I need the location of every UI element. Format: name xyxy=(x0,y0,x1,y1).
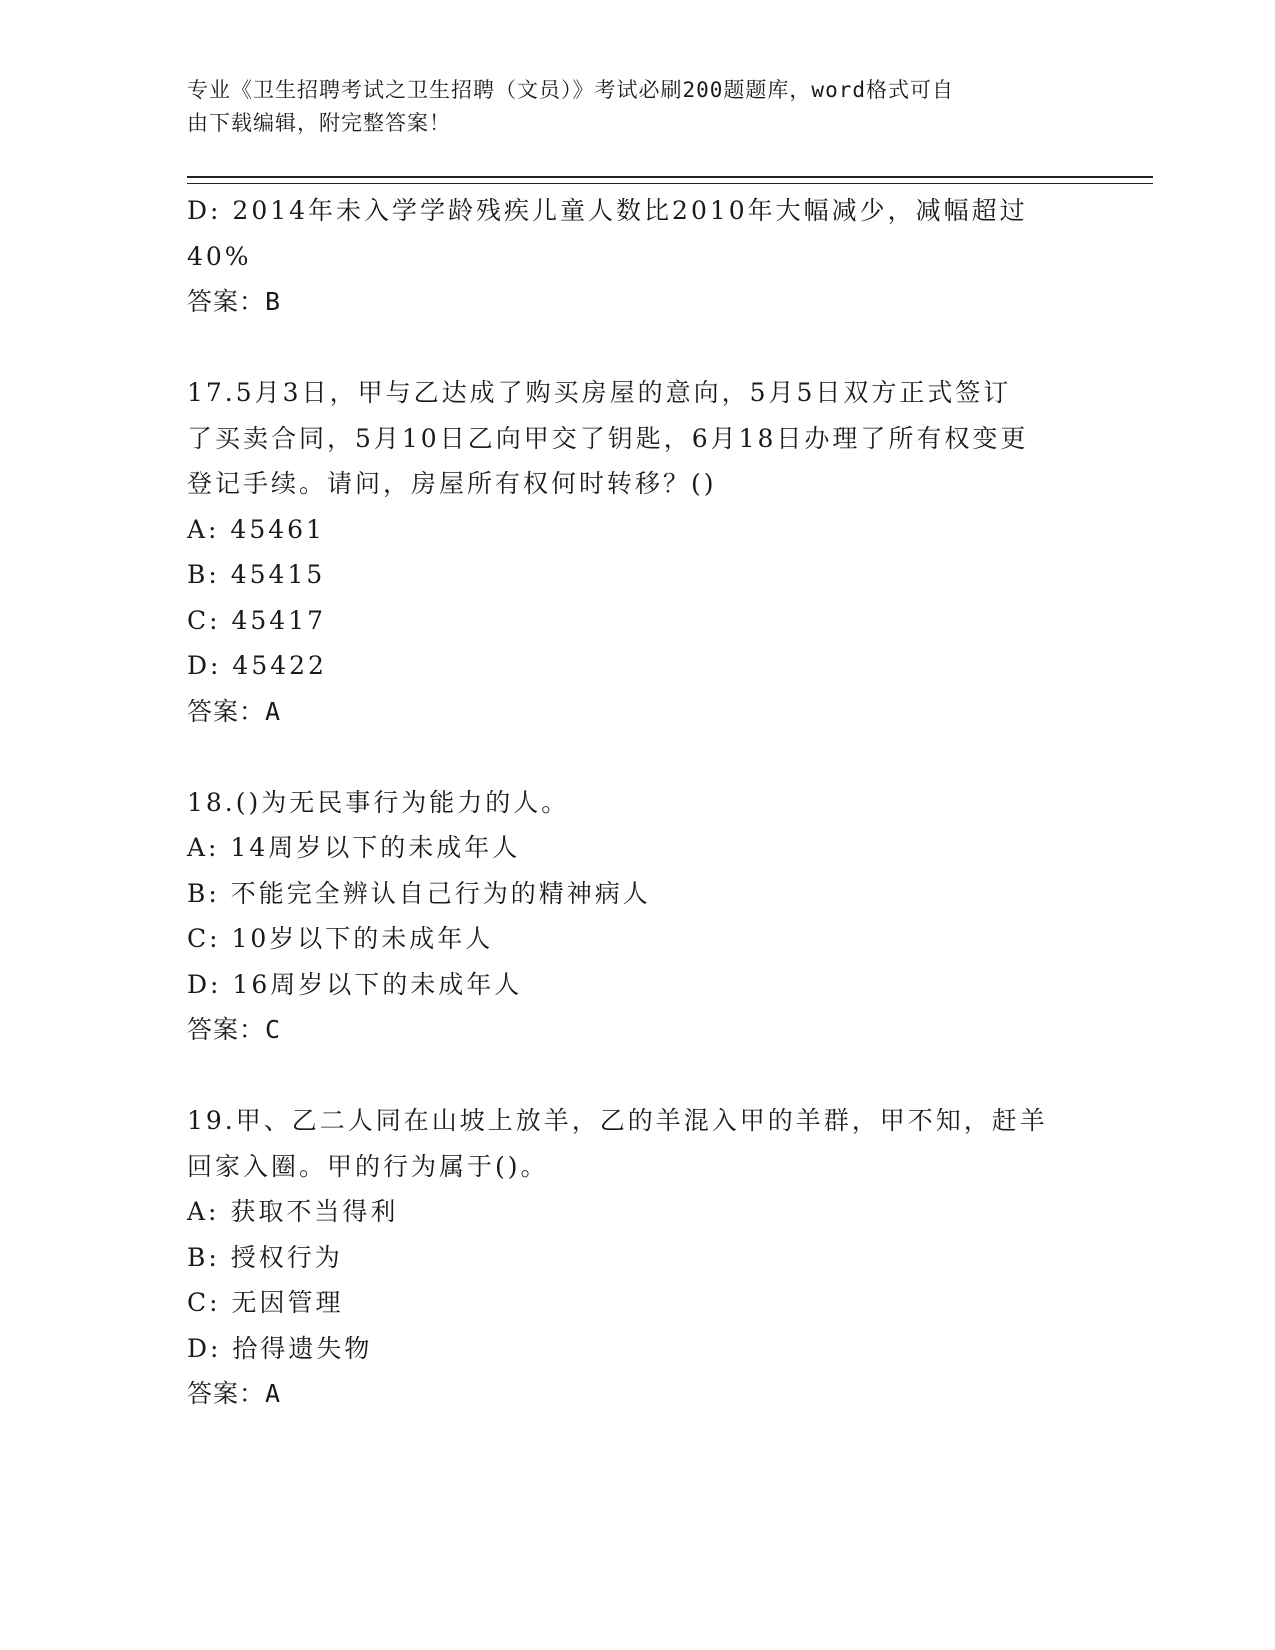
option-a: A: 14周岁以下的未成年人 xyxy=(187,833,521,862)
document-header xyxy=(187,74,1067,140)
option-a: A: 45461 xyxy=(187,514,325,544)
question-list xyxy=(187,188,1077,1417)
question-stem: 登记手续。请问，房屋所有权何时转移？() xyxy=(187,469,717,498)
option-c: C: 45417 xyxy=(187,605,327,635)
header-line-2: 由下载编辑，附完整答案！ xyxy=(187,111,451,135)
option-c: C: 无因管理 xyxy=(187,1288,344,1317)
header-line-1: 专业《卫生招聘考试之卫生招聘（文员）》考试必刷200题题库，word格式可自 xyxy=(187,78,954,102)
question-19 xyxy=(187,1098,1077,1417)
option-d: D: 拾得遗失物 xyxy=(187,1333,373,1363)
question-stem: 回家入圈。甲的行为属于()。 xyxy=(187,1151,549,1181)
question-stem: 18.()为无民事行为能力的人。 xyxy=(187,787,570,817)
question-stem: 17.5月3日，甲与乙达成了购买房屋的意向，5月5日双方正式签订 xyxy=(187,378,1012,407)
answer-line: 答案：A xyxy=(187,1379,282,1408)
option-b: B: 不能完全辨认自己行为的精神病人 xyxy=(187,878,651,908)
answer-line: 答案：C xyxy=(187,1015,282,1044)
option-d-continued: 40% xyxy=(187,241,252,271)
option-c: C: 10岁以下的未成年人 xyxy=(187,924,494,953)
option-a: A: 获取不当得利 xyxy=(187,1197,399,1226)
option-d: D: 45422 xyxy=(187,651,327,680)
question-16-tail xyxy=(187,188,1077,325)
question-stem: 19.甲、乙二人同在山坡上放羊，乙的羊混入甲的羊群，甲不知，赶羊 xyxy=(187,1106,1048,1135)
option-d: D: 2014年未入学学龄残疾儿童人数比2010年大幅减少，减幅超过 xyxy=(187,196,1028,225)
answer-line: 答案：B xyxy=(187,287,282,316)
question-18 xyxy=(187,780,1077,1053)
header-rule xyxy=(187,176,1153,178)
answer-line: 答案：A xyxy=(187,696,282,726)
header-rule-thin xyxy=(187,183,1153,184)
option-b: B: 授权行为 xyxy=(187,1242,343,1272)
option-b: B: 45415 xyxy=(187,560,326,589)
question-17 xyxy=(187,370,1077,734)
question-stem: 了买卖合同，5月10日乙向甲交了钥匙，6月18日办理了所有权变更 xyxy=(187,423,1029,453)
option-d: D: 16周岁以下的未成年人 xyxy=(187,969,523,999)
